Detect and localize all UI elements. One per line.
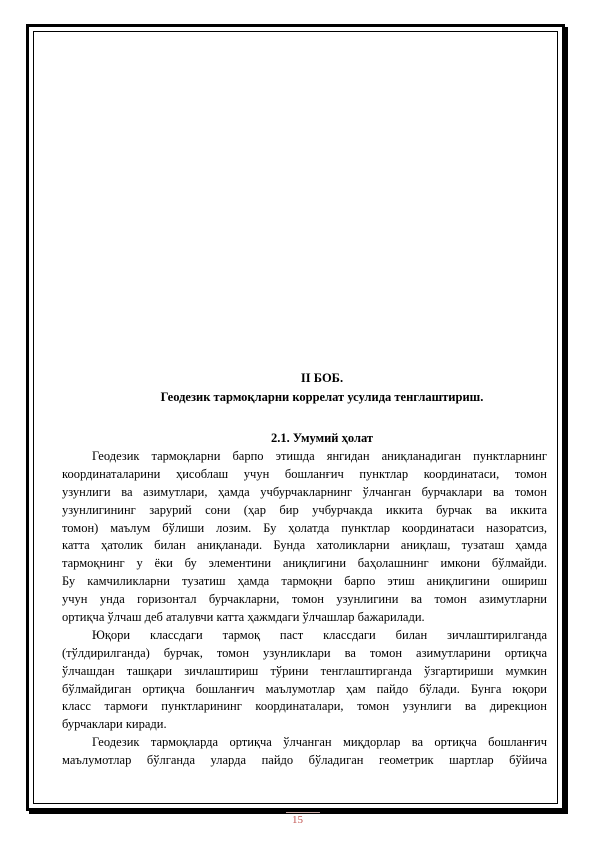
text-line: Геодезик тармоқларни барпо этишда янгидан аниқланадиган пунктларнинг — [92, 449, 547, 463]
text-line: учун унда горизонтал бурчакларни, томон узунлигини ва томон азимутларни — [62, 592, 547, 607]
text-line: бурчаклари киради. — [62, 717, 167, 732]
text-line: (тўлдирилганда) бурчак, томон узунликлари ва томон азимутларини ортиқча — [62, 645, 547, 660]
section-title: 2.1. Умумий ҳолат — [270, 431, 374, 445]
text-line: Юқори классдаги тармоқ паст классдаги билан зичлаштирилганда — [92, 627, 547, 642]
paragraph — [62, 734, 547, 770]
text-line: узунлигининг зарурий сони (ҳар бир учбурчакда иккита бурчак ва иккита — [62, 502, 547, 517]
text-line: катта ҳатолик билан аниқланади. Бунда хатоликларни аниқлаш, тузаташ ҳамда — [62, 538, 547, 553]
text-line: узунлиги ва азимутлари, ҳамда учбурчакларнинг ўлчанган бурчаклари ва томон — [62, 484, 547, 499]
text-line: координаталарини ҳисоблаш учун бошланғич пунктлар координатаси, томон — [62, 466, 547, 481]
text-line: Геодезик тармоқларда ортиқча ўлчанган миқдорлар ва ортиқча бошланғич — [92, 735, 547, 750]
text-line: ўлчашдан ташқари зичлаштириш тўрини тенглаштирганда ўзгартириши мумкин — [62, 663, 547, 678]
text-line: тармоқнинг у ёки бу элементини аниқлигини баҳолашнинг имкони бўлмайди. — [62, 556, 547, 571]
paragraph — [62, 448, 547, 627]
text-line: ортиқча ўлчаш деб аталувчи катта ҳажмдаги ўлчашлар бажарилади. — [62, 610, 425, 625]
page-number: 15 — [292, 814, 303, 826]
text-line: бўлмайдиган ортиқча бошланғич маълумотлар ҳам пайдо бўлади. Бунга юқори — [62, 681, 547, 696]
text-line: Бу камчиликларни тузатиш ҳамда тармоқни барпо этиш аниқлигини ошириш — [62, 574, 547, 589]
text-line: класс тармоғи пунктларининг координаталари, томон узунлиги ва дирекцион — [62, 699, 547, 714]
paragraph — [62, 627, 547, 734]
chapter-heading: II БОБ. — [300, 371, 344, 385]
body-text — [62, 448, 547, 770]
page-number-rule — [286, 812, 320, 813]
text-line: томон) маълум бўлиши лозим. Бу ҳолатда пунктлар координатаси назоратсиз, — [62, 520, 547, 535]
text-line: маълумотлар бўлганда уларда пайдо бўладиган геометрик шартлар бўйича — [62, 753, 547, 768]
chapter-title: Геодезик тармоқларни коррелат усулида тенглаштириш. — [160, 390, 484, 404]
page-content — [62, 371, 547, 770]
